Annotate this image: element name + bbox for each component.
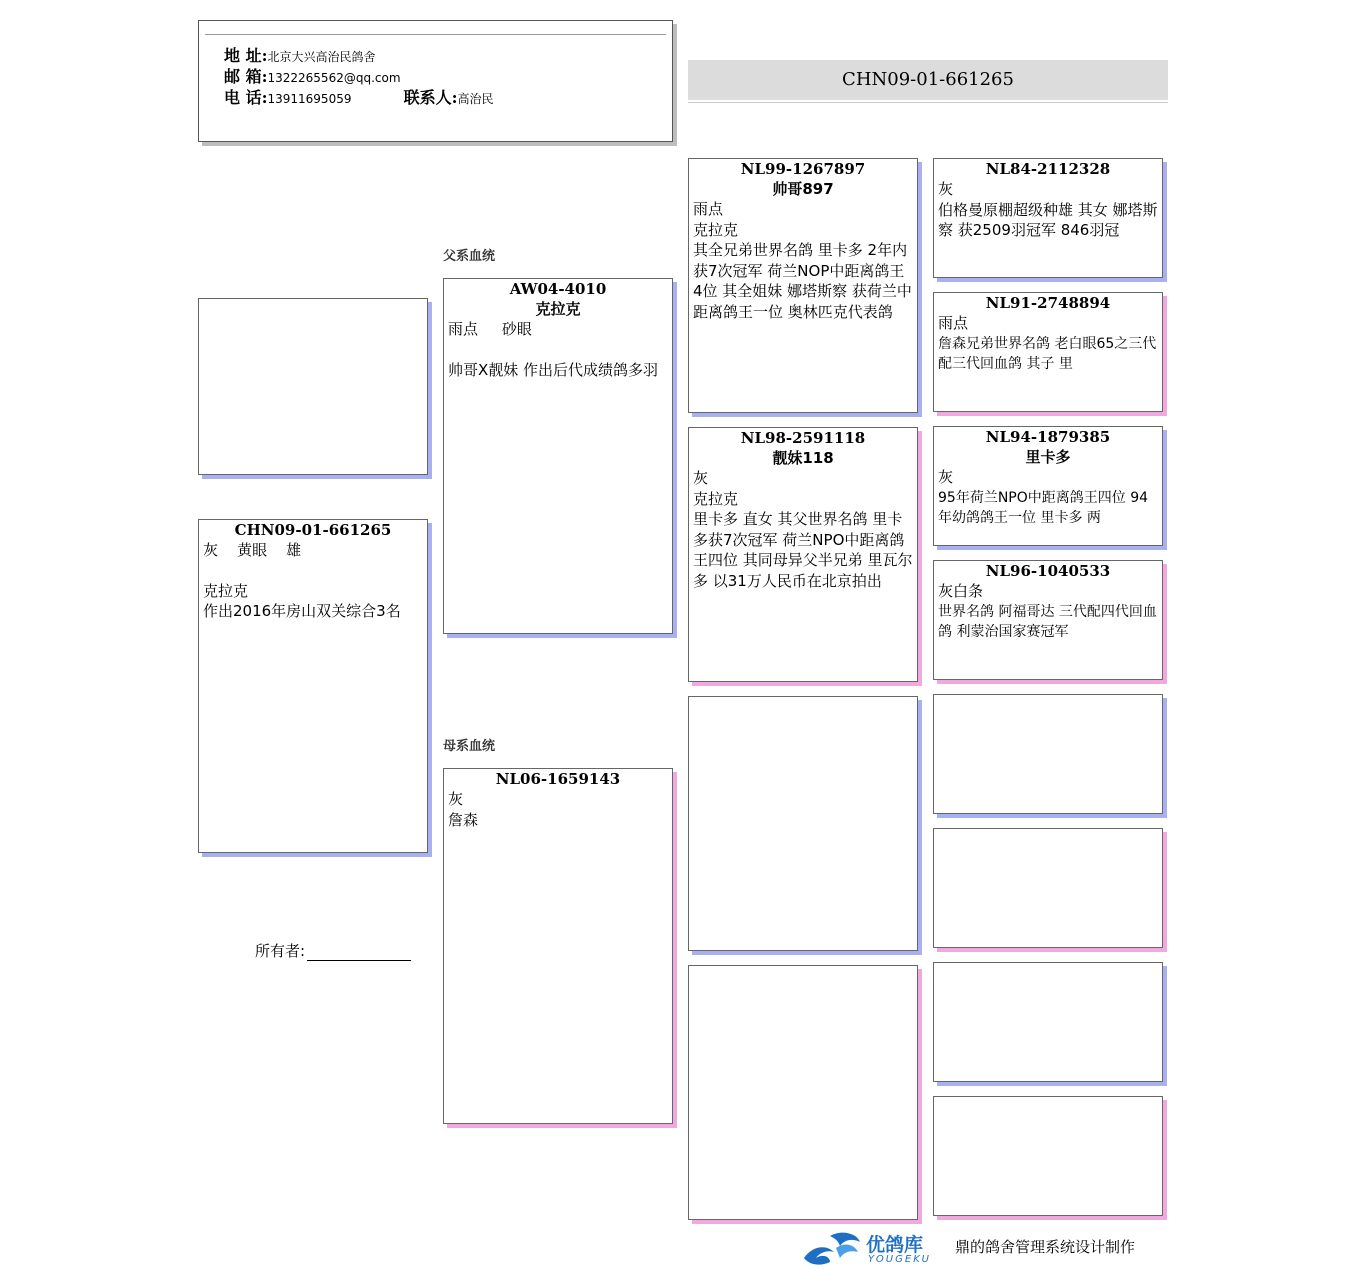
logo-text: 优鸽库: [866, 1234, 924, 1256]
subject-card: [198, 519, 428, 853]
address-row: [224, 46, 376, 68]
info-divider: [205, 34, 666, 35]
owner-line: [307, 946, 411, 961]
ssd-card: [933, 292, 1163, 412]
sss-card: [933, 158, 1163, 278]
sire-dam-card: [688, 427, 918, 682]
sdd-card: [933, 560, 1163, 680]
sds-card: [933, 426, 1163, 546]
dss-card: [933, 694, 1163, 814]
sire-dam-line1: 灰: [693, 469, 709, 487]
subject-line2: 克拉克: [203, 581, 249, 600]
owner-label: 所有者:: [255, 942, 306, 960]
sire-sire-line1: 雨点: [693, 200, 724, 218]
sire-dam-name: 靓妹118: [772, 449, 834, 467]
sdd-ring: NL96-1040533: [985, 562, 1111, 580]
sss-ring: NL84-2112328: [985, 160, 1111, 178]
email-value: 1322265562@qq.com: [267, 71, 401, 85]
subject-line3: 作出2016年房山双关综合3名: [203, 602, 401, 620]
title-underline: [688, 102, 1168, 103]
sds-line1: 灰: [938, 468, 954, 486]
sire-dam-line2: 克拉克: [693, 489, 739, 508]
owner-info-box: [198, 20, 673, 142]
sire-dam-line3: 里卡多 直女 其父世界名鸽 里卡多获7次冠军 荷兰NPO中距离鸽王四位 其同母异父半兄弟 里瓦尔多 以31万人民币在北京拍出: [693, 510, 913, 590]
sss-line2: 伯格曼原棚超级种雄 其女 娜塔斯察 获2509羽冠军 846羽冠: [938, 200, 1158, 239]
dds-card: [933, 962, 1163, 1082]
ddd-card: [933, 1096, 1163, 1216]
sire-sire-card: [688, 158, 918, 413]
page-title: CHN09-01-661265: [688, 60, 1168, 100]
sds-name: 里卡多: [1025, 448, 1071, 466]
logo-sub: YOUGEKU: [868, 1254, 931, 1265]
contact-value: 高治民: [457, 92, 494, 106]
sss-line1: 灰: [938, 180, 954, 198]
sdd-line1: 灰白条: [938, 582, 984, 600]
sds-line2: 95年荷兰NPO中距离鸽王四位 94年幼鸽鸽王一位 里卡多 两: [938, 489, 1149, 526]
dam-dam-card: [688, 965, 918, 1220]
ssd-ring: NL91-2748894: [985, 294, 1111, 312]
credit-text: 鼎的鸽舍管理系统设计制作: [955, 1238, 1136, 1256]
sire-sire-name: 帅哥897: [772, 180, 834, 198]
subject-color-line: 灰 黄眼 雄: [203, 541, 302, 559]
sire-line-label: 父系血统: [443, 249, 496, 264]
address-label: 地 址:: [224, 46, 268, 65]
sds-ring: NL94-1879385: [985, 428, 1111, 446]
dam-card: [443, 768, 673, 1124]
ssd-line1: 雨点: [938, 314, 969, 332]
phone-value: 13911695059: [267, 92, 352, 106]
sire-ring: AW04-4010: [509, 280, 607, 298]
phone-label: 电 话:: [224, 88, 268, 107]
dam-line1: 灰: [448, 790, 464, 808]
contact-label: 联系人:: [403, 88, 458, 107]
ssd-line2: 詹森兄弟世界名鸽 老白眼65之三代配三代回血鸽 其子 里: [938, 335, 1157, 372]
phone-row: [224, 88, 494, 110]
address-value: 北京大兴高治民鸽舍: [267, 50, 376, 64]
dam-ring: NL06-1659143: [495, 770, 621, 788]
dam-sire-card: [688, 696, 918, 951]
wave-logo-icon: [800, 1228, 864, 1268]
sire-name: 克拉克: [535, 300, 581, 318]
sire-dam-ring: NL98-2591118: [740, 429, 866, 447]
sire-card: [443, 278, 673, 634]
sdd-line2: 世界名鸽 阿福哥达 三代配四代回血鸽 利蒙治国家赛冠军: [938, 603, 1157, 640]
sire-line1: 雨点 砂眼: [448, 320, 532, 338]
email-label: 邮 箱:: [224, 67, 268, 86]
sire-sire-line2: 克拉克: [693, 220, 739, 239]
yougeku-logo: [800, 1228, 950, 1268]
owner-signature: [255, 940, 411, 961]
sire-sire-line3: 其全兄弟世界名鸽 里卡多 2年内获7次冠军 荷兰NOP中距离鸽王4位 其全姐妹 娜塔斯察 获荷兰中距离鸽王一位 奥林匹克代表鸽: [693, 241, 912, 321]
dam-line2: 詹森: [448, 810, 479, 829]
photo-box: [198, 298, 428, 475]
sire-sire-ring: NL99-1267897: [740, 160, 866, 178]
sire-line2: 帅哥X靓妹 作出后代成绩鸽多羽: [448, 360, 659, 379]
dam-line-label: 母系血统: [443, 739, 496, 754]
subject-ring: CHN09-01-661265: [234, 521, 392, 539]
email-row: [224, 67, 401, 89]
dsd-card: [933, 828, 1163, 948]
